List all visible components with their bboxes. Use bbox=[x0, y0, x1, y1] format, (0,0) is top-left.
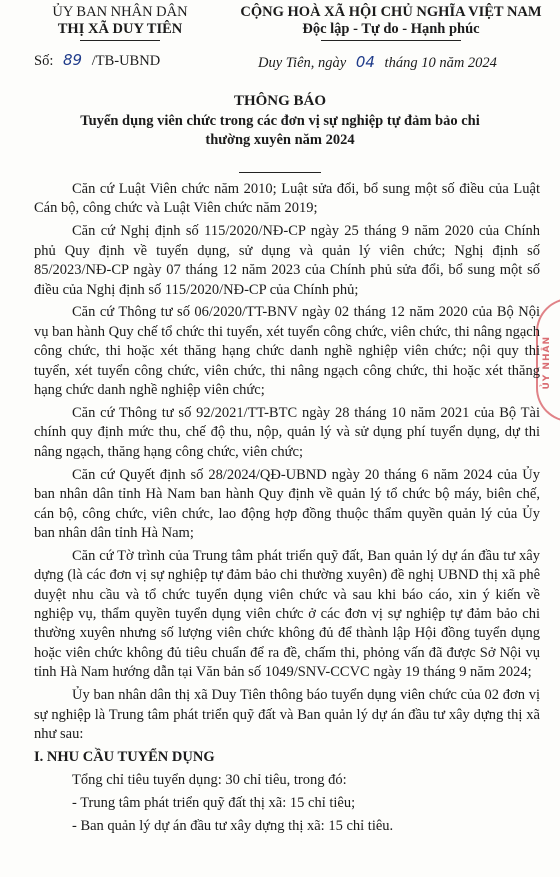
section-line: - Trung tâm phát triển quỹ đất thị xã: 15 chỉ tiêu; bbox=[72, 795, 356, 812]
section-heading: I. NHU CẦU TUYỂN DỤNG bbox=[34, 749, 215, 766]
issuing-authority-name: ỦY BAN NHÂN DÂN bbox=[52, 4, 188, 20]
document-number bbox=[34, 50, 160, 71]
title-underline bbox=[239, 172, 321, 173]
section-line: Tổng chỉ tiêu tuyển dụng: 30 chỉ tiêu, trong đó: bbox=[72, 772, 347, 789]
document-body bbox=[34, 180, 540, 840]
legal-basis-paragraph: Căn cứ Tờ trình của Trung tâm phát triển quỹ đất, Ban quản lý dự án đầu tư xây dựng (là các đơn vị sự nghiệp tự đảm bảo chi thường xuyên) đề nghị UBND thị xã phê duyệt nhu cầu và tổ chức tuyển dụng viên chức và sau khi báo cáo, xin ý kiến về nghiệp vụ, thẩm quyền tuyển dụng viên chức ở các đơn vị sự nghiệp tự đảm bảo chi thường xuyên nhưng số lượng viên chức không đủ để thành lập Hội đồng tuyển dụng hoặc viên chức không đủ tiêu chuẩn để ra đề, chấm thi, phỏng vấn đã được Sở Nội vụ tỉnh Hà Nam hướng dẫn tại Văn bản số 1049/SNV-CCVC ngày 19 tháng 9 năm 2024; bbox=[34, 547, 540, 681]
document-number-handwritten: 89 bbox=[62, 51, 83, 69]
date-day-handwritten: 04 bbox=[355, 53, 375, 71]
legal-basis-paragraph: Căn cứ Thông tư số 06/2020/TT-BNV ngày 02 tháng 12 năm 2020 của Bộ Nội vụ ban hành Quy chế tổ chức thi tuyển, xét tuyển công chức, viên chức, thi nâng ngạch công chức, thi hoặc xét thăng hạng chức danh nghề nghiệp viên chức; nội quy thi tuyển, xét tuyển công chức, viên chức, thi nâng ngạch công chức, thi hoặc xét thăng hạng chức danh nghề nghiệp viên chức; bbox=[34, 304, 540, 399]
announcement-paragraph: Ủy ban nhân dân thị xã Duy Tiên thông báo tuyển dụng viên chức của 02 đơn vị sự nghiệp là Trung tâm phát triển quỹ đất và Ban quản lý dự án đầu tư xây dựng thị xã như sau: bbox=[34, 687, 540, 742]
motto-underline bbox=[321, 40, 461, 41]
issuing-authority-unit: THỊ XÃ DUY TIÊN bbox=[57, 21, 183, 37]
legal-basis-paragraph: Căn cứ Thông tư số 92/2021/TT-BTC ngày 28 tháng 10 năm 2021 của Bộ Tài chính quy định mức thu, chế độ thu, nộp, quản lý và sử dụng phí tuyển dụng, dự thi nâng ngạch, thăng hạng công chức, viên chức; bbox=[34, 404, 540, 460]
legal-basis-paragraph: Căn cứ Luật Viên chức năm 2010; Luật sửa đổi, bổ sung một số điều của Luật Cán bộ, công chức và Luật Viên chức năm 2019; bbox=[34, 181, 540, 217]
document-type-heading: THÔNG BÁO bbox=[233, 93, 327, 109]
legal-basis-paragraph: Căn cứ Quyết định số 28/2024/QĐ-UBND ngày 20 tháng 6 năm 2024 của Ủy ban nhân dân tỉnh Hà Nam ban hành Quy định về quản lý tổ chức bộ máy, biên chế, cán bộ, công chức, viên chức, lao động hợp đồng thuộc thẩm quyền quản lý của Ủy ban nhân dân tỉnh Hà Nam; bbox=[34, 466, 540, 541]
document-subject: Tuyển dụng viên chức trong các đơn vị sự nghiệp tự đảm bảo chi thường xuyên năm 2024 bbox=[80, 113, 480, 148]
date-prefix: Duy Tiên, ngày bbox=[258, 55, 347, 71]
document-number-prefix: Số: bbox=[34, 53, 54, 69]
national-title: CỘNG HOÀ XÃ HỘI CHỦ NGHĨA VIỆT NAM bbox=[240, 4, 542, 20]
date-suffix: tháng 10 năm 2024 bbox=[384, 55, 497, 71]
document-number-suffix: /TB-UBND bbox=[91, 53, 161, 69]
national-motto: Độc lập - Tự do - Hạnh phúc bbox=[302, 21, 480, 37]
legal-basis-paragraph: Căn cứ Nghị định số 115/2020/NĐ-CP ngày 25 tháng 9 năm 2020 của Chính phủ Quy định về tuyển dụng, sử dụng và quản lý viên chức; Nghị định số 85/2023/NĐ-CP ngày 07 tháng 12 năm 2023 của Chính phủ sửa đổi, bổ sung một số điều của Nghị định số 115/2020/NĐ-CP của Chính phủ; bbox=[34, 223, 540, 298]
authority-underline bbox=[80, 40, 160, 41]
stamp-text: ỦY NHÂN bbox=[542, 336, 552, 390]
document-date bbox=[258, 52, 497, 73]
section-line: - Ban quản lý dự án đầu tư xây dựng thị xã: 15 chỉ tiêu. bbox=[72, 818, 394, 835]
